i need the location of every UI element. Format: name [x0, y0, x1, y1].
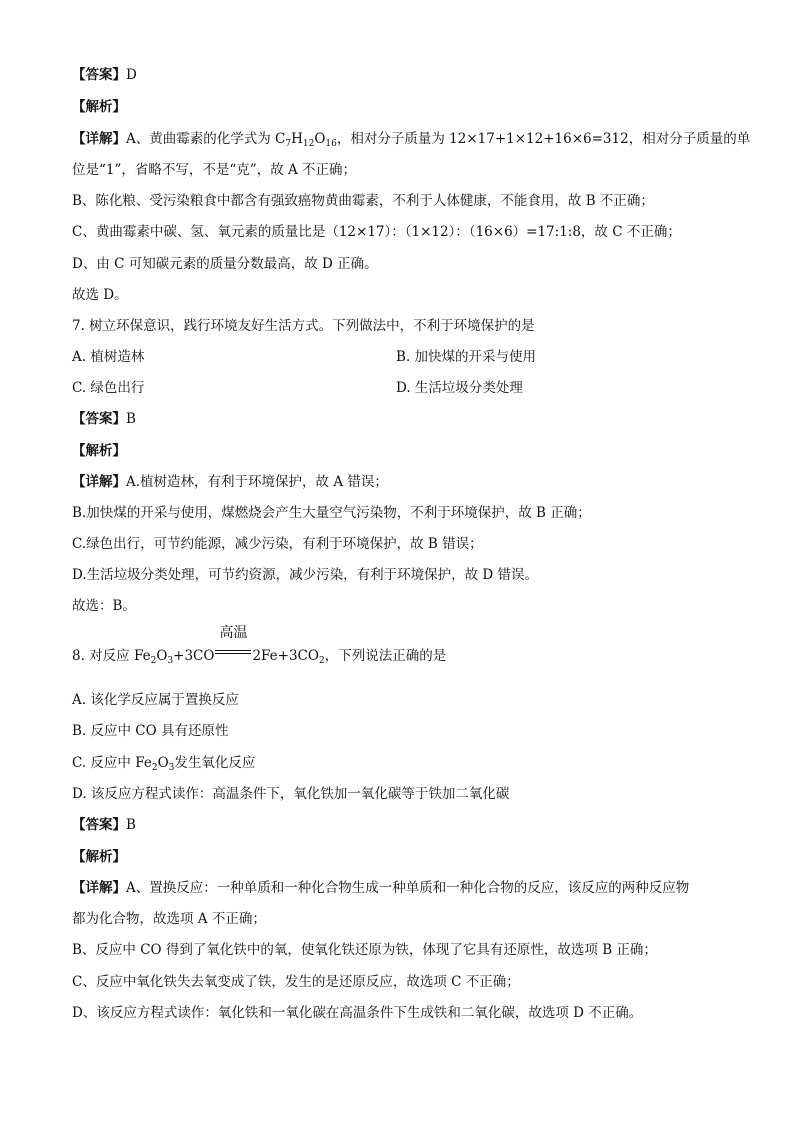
q8-stem	[72, 625, 734, 666]
q7-analysis-label: 【解析】	[72, 443, 126, 459]
q7-option-c: C. 绿色出行	[72, 380, 145, 396]
q6-detail-line-5: D、由 C 可知碳元素的质量分数最高，故 D 正确。	[72, 256, 378, 272]
q8-detail-line-4: C、反应中氧化铁失去氧变成了铁，发生的是还原反应，故选项 C 不正确；	[72, 974, 520, 990]
subscript: 3	[168, 763, 175, 773]
reaction-equals-sign	[215, 625, 251, 660]
q6-answer	[72, 66, 734, 84]
q7-conclusion: 故选：B。	[72, 598, 136, 614]
answer-value: B	[126, 411, 136, 427]
q7-option-a: A. 植树造林	[72, 349, 145, 365]
detail-text: A、置换反应：一种单质和一种化合物生成一种单质和一种化合物的反应，该反应的两种反应物	[126, 880, 690, 896]
option-text: C. 反应中 Fe	[72, 755, 152, 771]
answer-value: D	[126, 67, 137, 83]
answer-label: 【答案】	[72, 411, 126, 427]
q7-options-row-2	[72, 379, 734, 397]
stem-text: +3CO	[173, 648, 215, 664]
q6-detail-line-3: B、陈化粮、受污染粮食中都含有强致癌物黄曲霉素，不利于人体健康，不能食用，故 B 不正确；	[72, 193, 654, 209]
detail-text: A.植树造林，有利于环境保护，故 A 错误；	[126, 474, 388, 490]
q7-options-row-1	[72, 348, 734, 366]
q8-detail-line-2: 都为化合物，故选项 A 不正确；	[72, 911, 266, 927]
option-text: 发生氧化反应	[174, 755, 256, 771]
q7-detail-line-2: B.加快煤的开采与使用，煤燃烧会产生大量空气污染物，不利于环境保护，故 B 正确；	[72, 505, 591, 521]
q8-option-c	[72, 754, 734, 772]
q8-option-a: A. 该化学反应属于置换反应	[72, 692, 239, 708]
detail-text: A、黄曲霉素的化学式为 C	[126, 131, 286, 147]
detail-text: ，相对分子质量为 12×17+1×12+16×6=312，相对分子质量的单	[336, 131, 751, 147]
stem-text: 2Fe+3CO	[252, 648, 319, 664]
q8-detail-line-5: D、该反应方程式读作：氧化铁和一氧化碳在高温条件下生成铁和二氧化碳，故选项 D 不正确。	[72, 1005, 643, 1021]
q8-option-b: B. 反应中 CO 具有还原性	[72, 723, 229, 739]
q7-detail-line-3: C.绿色出行，可节约能源，减少污染，有利于环境保护，故 B 错误；	[72, 536, 483, 552]
q6-conclusion: 故选 D。	[72, 287, 128, 303]
answer-label: 【答案】	[72, 817, 126, 833]
q6-analysis-label: 【解析】	[72, 99, 126, 115]
detail-label: 【详解】	[72, 474, 126, 490]
stem-text: O	[156, 648, 168, 664]
subscript: 2	[150, 656, 157, 666]
q6-detail-line-1	[72, 130, 751, 149]
reaction-condition: 高温	[219, 625, 248, 641]
option-text: O	[157, 755, 169, 771]
q7-option-d: D. 生活垃圾分类处理	[396, 380, 523, 396]
q8-option-d: D. 该反应方程式读作：高温条件下，氧化铁加一氧化碳等于铁加二氧化碳	[72, 786, 510, 802]
q7-detail-line-1	[72, 473, 734, 491]
q7-answer	[72, 410, 734, 428]
q6-detail-line-4: C、黄曲霉素中碳、氢、氧元素的质量比是（12×17）：（1×12）：（16×6）=17:1:8，故 C 不正确；	[72, 224, 681, 240]
q8-detail-line-3: B、反应中 CO 得到了氧化铁中的氧，使氧化铁还原为铁，体现了它具有还原性，故选项 B 正确；	[72, 942, 657, 958]
q6-detail-line-2: 位是“1”，省略不写，不是“克”，故 A 不正确；	[72, 162, 357, 178]
q7-option-b: B. 加快煤的开采与使用	[396, 349, 537, 365]
answer-label: 【答案】	[72, 67, 126, 83]
q8-detail-line-1	[72, 879, 734, 897]
subscript: 16	[325, 139, 337, 149]
detail-text: H	[291, 131, 303, 147]
q8-answer	[72, 816, 734, 834]
subscript: 3	[167, 656, 174, 666]
subscript: 7	[285, 139, 292, 149]
detail-label: 【详解】	[72, 131, 126, 147]
subscript: 2	[318, 656, 325, 666]
stem-text: ，下列说法正确的是	[324, 648, 447, 664]
subscript: 2	[151, 763, 158, 773]
q7-detail-line-4: D.生活垃圾分类处理，可节约资源，减少污染，有利于环境保护，故 D 错误。	[72, 567, 539, 583]
answer-value: B	[126, 817, 136, 833]
subscript: 12	[302, 139, 315, 149]
stem-text: 8. 对反应 Fe	[72, 648, 151, 664]
q7-stem: 7. 树立环保意识，践行环境友好生活方式。下列做法中，不利于环境保护的是	[72, 318, 535, 334]
detail-text: O	[314, 131, 326, 147]
detail-label: 【详解】	[72, 880, 126, 896]
q8-analysis-label: 【解析】	[72, 849, 126, 865]
